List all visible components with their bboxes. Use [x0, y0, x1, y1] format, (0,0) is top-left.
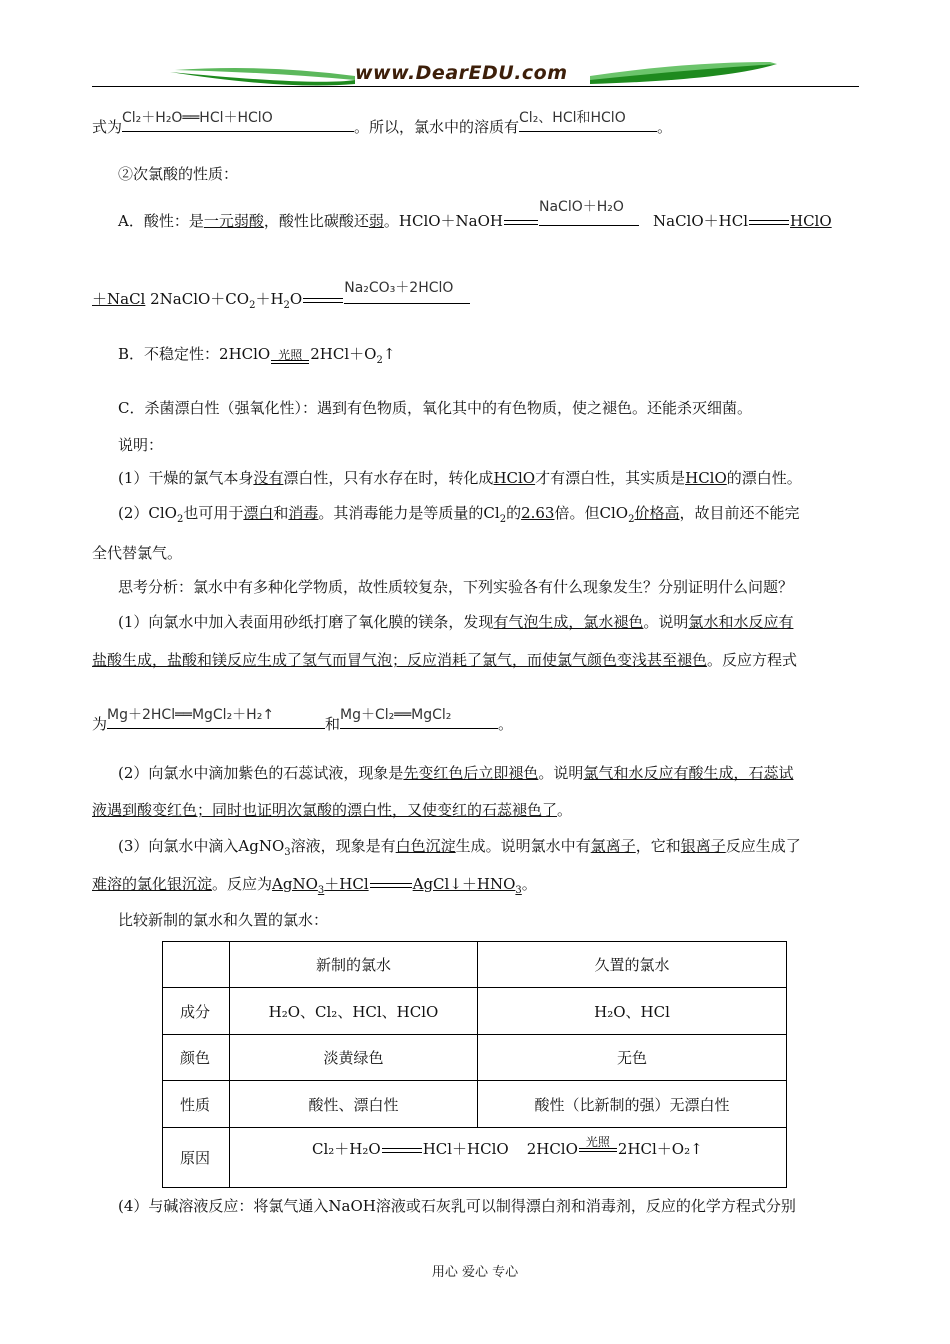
section-heading: ②次氯酸的性质： [118, 165, 239, 183]
text: 的 [506, 504, 522, 522]
row-label: 成分 [163, 988, 230, 1035]
experiment-2 [118, 763, 793, 783]
site-logo-text[interactable]: www.DearEDU.com [355, 62, 568, 84]
text: ，酸性比碳酸还 [263, 212, 369, 230]
equation-part: 2HCl＋O₂↑ [617, 1140, 703, 1158]
row-label: 性质 [163, 1081, 230, 1128]
underlined-answer: 氯气和水反应有酸生成，石蕊试 [583, 764, 794, 782]
table-header-row [163, 942, 787, 988]
cell-aged: 无色 [478, 1035, 787, 1081]
subscript: 2 [249, 300, 256, 311]
subscript: 2 [376, 355, 383, 366]
underlined-answer: HClO [790, 212, 832, 230]
underlined-answer: 有气泡生成，氯水褪色 [493, 613, 644, 631]
answer-equation: Mg＋2HCl══MgCl₂＋H₂↑ [107, 707, 275, 723]
light-condition-arrow [271, 348, 309, 371]
text: (1）干燥的氯气本身 [118, 469, 254, 487]
text: 生成。说明氯水中有 [455, 837, 591, 855]
subscript: 2 [499, 514, 507, 525]
answer-blank [340, 707, 498, 729]
answer-equation: NaClO＋H₂O [539, 199, 624, 215]
text: 。说明 [643, 613, 689, 631]
text: 。 [557, 801, 573, 819]
answer-blank [539, 199, 639, 226]
underlined-answer: 液遇到酸变红色；同时也证明次氯酸的漂白性，又使变红的石蕊褪色了 [92, 801, 558, 819]
cell-fresh: 酸性、漂白性 [230, 1081, 478, 1128]
text: 倍。但ClO [554, 504, 629, 522]
paragraph-acidity [118, 199, 832, 231]
underlined-answer: 消毒 [288, 504, 319, 522]
text: 。说明 [538, 764, 584, 782]
experiment-1-equations [92, 707, 514, 734]
underlined-answer: AgNO [272, 875, 318, 893]
header-cell-empty [163, 942, 230, 988]
equals-sign [370, 883, 412, 888]
subscript: 3 [284, 847, 291, 858]
note-2-cont: 全代替氯气。 [92, 544, 183, 562]
row-label: 原因 [163, 1128, 230, 1188]
underlined-answer: 一元弱酸 [203, 212, 264, 230]
experiment-1 [118, 612, 793, 632]
answer-blank [519, 110, 657, 132]
underlined-answer: 2.63 [521, 504, 555, 522]
underlined-answer: 银离子 [680, 837, 726, 855]
underlined-answer: 白色沉淀 [395, 837, 456, 855]
table-row [163, 1035, 787, 1081]
condition-label: 光照 [585, 1135, 610, 1149]
subscript: 2 [628, 514, 635, 525]
equation-part: 2HClO [526, 1140, 578, 1158]
underlined-answer: ＋HCl [324, 875, 369, 893]
text: 。 [498, 715, 514, 733]
experiment-1-cont [92, 650, 797, 670]
underlined-answer: 没有 [253, 469, 284, 487]
subscript: 3 [317, 885, 325, 896]
text: 也可用于 [183, 504, 244, 522]
text: ＋H [255, 290, 284, 308]
cell-fresh: H₂O、Cl₂、HCl、HClO [230, 988, 478, 1035]
text: 和 [325, 715, 341, 733]
underlined-answer: AgCl↓＋HNO [412, 875, 516, 893]
comparison-table [162, 941, 787, 1188]
experiment-3 [118, 836, 801, 863]
text: 和 [273, 504, 289, 522]
text: 溶液，现象是有 [290, 837, 396, 855]
text: 。HClO＋NaOH [383, 212, 503, 230]
note-1 [118, 468, 802, 488]
text: 的漂白性。 [726, 469, 802, 487]
text: 。反应为 [212, 875, 273, 893]
paragraph-chlorine-equation [92, 110, 673, 137]
experiment-2-cont [92, 800, 572, 820]
text: (2）ClO [118, 504, 177, 522]
header-cell-fresh: 新制的氯水 [230, 942, 478, 988]
equation-part: Cl₂＋H₂O [312, 1140, 381, 1158]
equals-sign [504, 220, 538, 225]
analysis-intro: 思考分析：氯水中有多种化学物质，故性质较复杂，下列实验各有什么现象发生？分别证明什么问题？ [118, 578, 794, 596]
underlined-answer: 弱 [368, 212, 384, 230]
text: A．酸性：是 [118, 212, 204, 230]
underlined-answer: ＋NaCl [92, 290, 146, 308]
equals-sign [749, 220, 789, 225]
underlined-answer: HClO [685, 469, 727, 487]
text: 2HCl＋O [310, 345, 377, 363]
equation-part: HCl＋HClO [422, 1140, 509, 1158]
answer-equation: Mg＋Cl₂══MgCl₂ [340, 707, 452, 723]
text: 。其消毒能力是等质量的Cl [318, 504, 500, 522]
gas-arrow: ↑ [382, 345, 396, 363]
underlined-answer: 难溶的氯化银沉淀 [92, 875, 213, 893]
table-row [163, 1081, 787, 1128]
text: O [289, 290, 303, 308]
light-condition-arrow [579, 1135, 617, 1159]
text: 。所以，氯水中的溶质有 [354, 118, 520, 136]
text: 。 [657, 118, 673, 136]
text: (2）向氯水中滴加紫色的石蕊试液，现象是 [118, 764, 404, 782]
underlined-answer: 氯水和水反应有 [688, 613, 794, 631]
text: B．不稳定性：2HClO [118, 345, 271, 363]
equals-sign [303, 298, 343, 303]
text: 漂白性，只有水存在时，转化成 [283, 469, 494, 487]
underlined-answer: 盐酸生成，盐酸和镁反应生成了氢气而冒气泡；反应消耗了氯气，而使氯气颜色变浅甚至褪色 [92, 651, 708, 669]
header-rule [92, 86, 859, 87]
note-heading: 说明： [118, 436, 164, 454]
text: ，故目前还不能完 [679, 504, 800, 522]
subscript: 2 [176, 514, 184, 525]
paragraph-alkali-reaction: (4）与碱溶液反应：将氯气通入NaOH溶液或石灰乳可以制得漂白剂和消毒剂，反应的化学方程式分别 [118, 1197, 796, 1215]
note-2 [118, 503, 799, 530]
equals-sign [382, 1148, 422, 1153]
paragraph-instability [118, 344, 395, 371]
cell-fresh: 淡黄绿色 [230, 1035, 478, 1081]
underlined-answer: 漂白 [243, 504, 274, 522]
answer-equation: Na₂CO₃＋2HClO [344, 280, 454, 296]
experiment-3-cont [92, 874, 537, 901]
text: 2NaClO＋CO [145, 290, 250, 308]
header-cell-aged: 久置的氯水 [478, 942, 787, 988]
answer-blank [344, 280, 470, 304]
cell-reason [230, 1128, 787, 1188]
table-row-reason [163, 1128, 787, 1188]
answer-solutes: Cl₂、HCl和HClO [519, 110, 626, 126]
page-footer: 用心 爱心 专心 [431, 1265, 519, 1280]
text: 反应生成了 [725, 837, 801, 855]
subscript: 2 [283, 300, 290, 311]
answer-equation: Cl₂＋H₂O══HCl＋HClO [122, 110, 273, 126]
cell-aged: 酸性（比新制的强）无漂白性 [478, 1081, 787, 1128]
table-row [163, 988, 787, 1035]
answer-blank [107, 707, 325, 729]
text: 。 [521, 875, 537, 893]
condition-label: 光照 [278, 348, 303, 362]
text: ，它和 [635, 837, 681, 855]
paragraph-bleaching: C．杀菌漂白性（强氧化性）：遇到有色物质，氧化其中的有色物质，使之褪色。还能杀灭细菌。 [118, 399, 752, 417]
text: 式为 [92, 118, 123, 136]
underlined-answer: 先变红色后立即褪色 [403, 764, 539, 782]
underlined-answer: 氯离子 [590, 837, 636, 855]
text: 才有漂白性，其实质是 [535, 469, 686, 487]
answer-blank [122, 110, 354, 132]
text: NaClO＋HCl [653, 212, 748, 230]
text: 。反应方程式 [707, 651, 798, 669]
row-label: 颜色 [163, 1035, 230, 1081]
cell-aged: H₂O、HCl [478, 988, 787, 1035]
subscript: 3 [515, 885, 522, 896]
paragraph-acidity-cont [92, 280, 470, 316]
text: (1）向氯水中加入表面用砂纸打磨了氧化膜的镁条，发现 [118, 613, 494, 631]
text: 为 [92, 715, 108, 733]
underlined-answer: HClO [493, 469, 536, 487]
comparison-intro: 比较新制的氯水和久置的氯水： [118, 911, 329, 929]
underlined-answer: 价格高 [634, 504, 680, 522]
text: (3）向氯水中滴入AgNO [118, 837, 285, 855]
